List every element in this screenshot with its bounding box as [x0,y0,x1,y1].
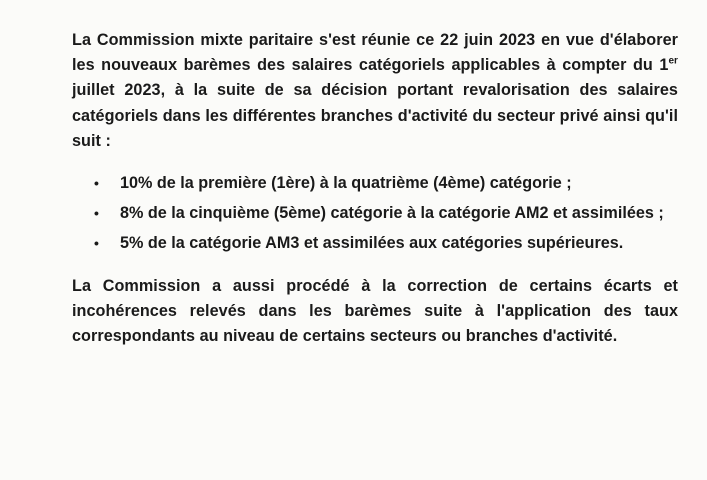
ordinal-superscript: er [668,55,678,67]
document-page [72,28,678,350]
bullet-icon: • [94,235,99,252]
list-item [72,200,678,226]
list-item-text: 8% de la cinquième (5ème) catégorie à la catégorie AM2 et assimilées ; [120,204,664,223]
bullet-icon: • [94,205,99,222]
intro-paragraph [72,28,678,154]
list-item-text: 5% de la catégorie AM3 et assimilées aux catégories supérieures. [120,234,624,253]
list-item [72,230,678,256]
rate-list [72,170,678,256]
bullet-icon: • [94,175,99,192]
list-item [72,170,678,196]
list-item-text: 10% de la première (1ère) à la quatrième (4ème) catégorie ; [120,174,572,193]
intro-text-start: La Commission mixte paritaire s'est réunie ce 22 juin 2023 en vue d'élaborer les nouveaux barèmes des salaires catégoriels applicables à compter du 1 [72,31,678,75]
intro-text-end: juillet 2023, à la suite de sa décision portant revalorisation des salaires catégoriels dans les différentes branches d'activité du secteur privé ainsi qu'il suit : [72,81,678,150]
closing-paragraph: La Commission a aussi procédé à la correction de certains écarts et incohérences relevés dans les barèmes suite à l'application des taux correspondants au niveau de certains secteurs ou branches d'activité. [72,277,678,346]
